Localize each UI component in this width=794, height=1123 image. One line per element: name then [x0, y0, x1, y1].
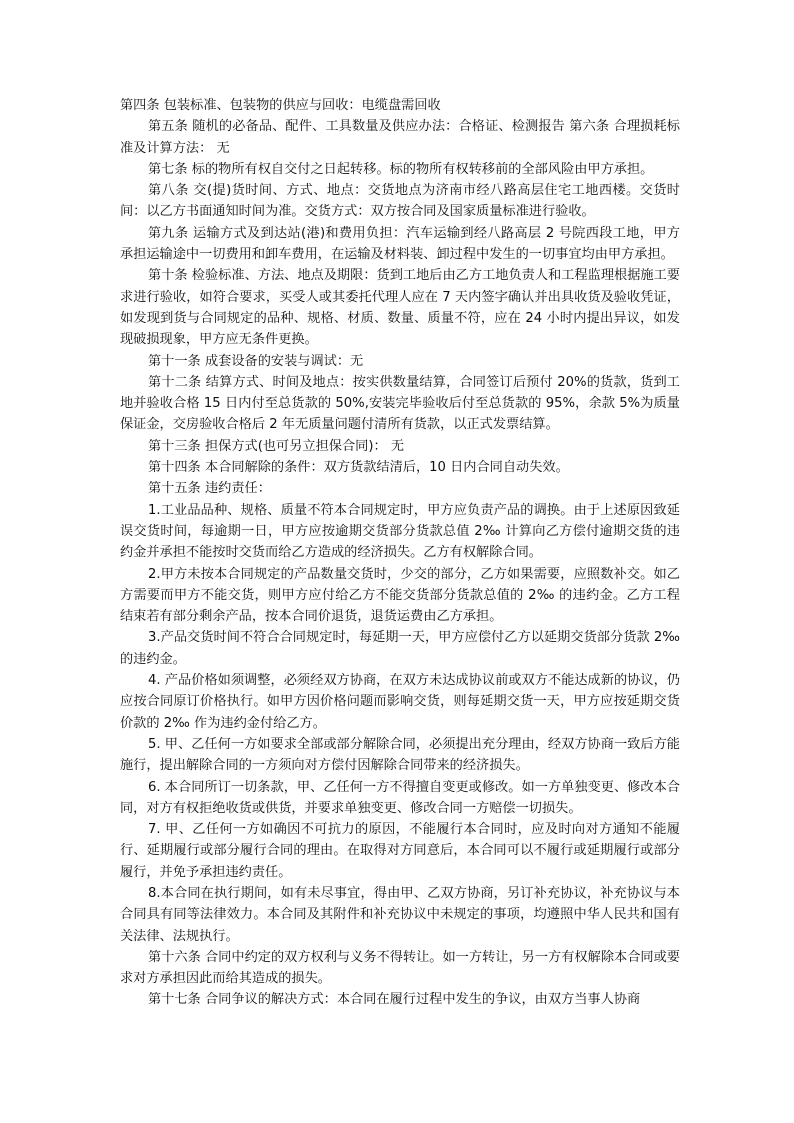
clause-11: 第十一条 成套设备的安装与调试：无 [148, 353, 364, 369]
clause-13: 第十三条 担保方式(也可另立担保合同)： 无 [148, 438, 405, 454]
clause-5-6: 第五条 随机的必备品、配件、工具数量及供应办法：合格证、检测报告 第六条 合理损耗标准及计算方法： 无 [120, 119, 680, 156]
clause-15-item-2: 2.甲方未按本合同规定的产品数量交货时，少交的部分，乙方如果需要，应照数补交。如乙方需要而甲方不能交货，则甲方应付给乙方不能交货部分货款总值的 2‰ 的违约金。乙方工程结束若有部分剩余产品，按本合同价退货，退货运费由乙方承担。 [120, 566, 680, 625]
clause-4: 第四条 包装标准、包装物的供应与回收：电缆盘需回收 [120, 98, 441, 113]
clause-8: 第八条 交(提)货时间、方式、地点：交货地点为济南市经八路高层住宅工地西楼。交货时间：以乙方书面通知时间为准。交货方式：双方按合同及国家质量标准进行验收。 [120, 183, 680, 220]
clause-7: 第七条 标的物所有权自交付之日起转移。标的物所有权转移前的全部风险由甲方承担。 [148, 161, 654, 177]
clause-14: 第十四条 本合同解除的条件：双方货款结清后，10 日内合同自动失效。 [148, 460, 569, 476]
clause-15-item-8: 8.本合同在执行期间，如有未尽事宜，得由甲、乙双方协商，另订补充协议，补充协议与本合同具有同等法律效力。本合同及其附件和补充协议中未规定的事项，均遵照中华人民共和国有关法律、法规执行。 [120, 885, 680, 944]
clause-12: 第十二条 结算方式、时间及地点：按实供数量结算，合同签订后预付 20%的货款，货到工地并验收合格 15 日内付至总货款的 50%,安装完毕验收后付至总货款的 95%，余款 5%为质量保证金，交房验收合格后 2 年无质量问题付清所有货款，以正式发票结算。 [120, 374, 680, 433]
clause-10: 第十条 检验标准、方法、地点及期限：货到工地后由乙方工地负责人和工程监理根据施工要求进行验收，如符合要求，买受人或其委托代理人应在 7 天内签字确认并出具收货及验收凭证，如发现到货与合同规定的品种、规格、材质、数量、质量不符，应在 24 小时内提出异议，如发现破损现象，甲方应无条件更换。 [120, 268, 680, 348]
clause-15-item-4: 4. 产品价格如须调整，必须经双方协商，在双方未达成协议前或双方不能达成新的协议，仍应按合同原订价格执行。如甲方因价格问题而影响交货，则每延期交货一天，甲方应按延期交货价款的 2‰ 作为违约金付给乙方。 [120, 673, 680, 731]
clause-15-heading: 第十五条 违约责任： [148, 481, 271, 497]
clause-15-item-6: 6. 本合同所订一切条款，甲、乙任何一方不得擅自变更或修改。如一方单独变更、修改本合同，对方有权拒绝收货或供货，并要求单独变更、修改合同一方赔偿一切损失。 [120, 779, 680, 816]
clause-9: 第九条 运输方式及到达站(港)和费用负担：汽车运输到经八路高层 2 号院西段工地，甲方承担运输途中一切费用和卸车费用，在运输及材料装、卸过程中发生的一切事宜均由甲方承担。 [120, 225, 680, 263]
clause-15-item-5: 5. 甲、乙任何一方如要求全部或部分解除合同，必须提出充分理由，经双方协商一致后方能施行，提出解除合同的一方须向对方偿付因解除合同带来的经济损失。 [120, 736, 680, 774]
clause-17: 第十七条 合同争议的解决方式：本合同在履行过程中发生的争议，由双方当事人协商 [148, 992, 641, 1008]
clause-15-item-7: 7. 甲、乙任何一方如确因不可抗力的原因，不能履行本合同时，应及时向对方通知不能履行、延期履行或部分履行合同的理由。在取得对方同意后，本合同可以不履行或延期履行或部分履行，并免予承担违约责任。 [120, 822, 680, 880]
clause-16: 第十六条 合同中约定的双方权利与义务不得转让。如一方转让，另一方有权解除本合同或要求对方承担因此而给其造成的损失。 [120, 949, 680, 987]
clause-15-item-1: 1.工业品品种、规格、质量不符本合同规定时，甲方应负责产品的调换。由于上述原因致延误交货时间，每逾期一日，甲方应按逾期交货部分货款总值 2‰ 计算向乙方偿付逾期交货的违约金并承担不能按时交货而给乙方造成的经济损失。乙方有权解除合同。 [120, 502, 680, 561]
contract-page [120, 95, 680, 1011]
clause-15-item-3: 3.产品交货时间不符合合同规定时，每延期一天，甲方应偿付乙方以延期交货部分货款 2‰ 的违约金。 [120, 630, 680, 667]
